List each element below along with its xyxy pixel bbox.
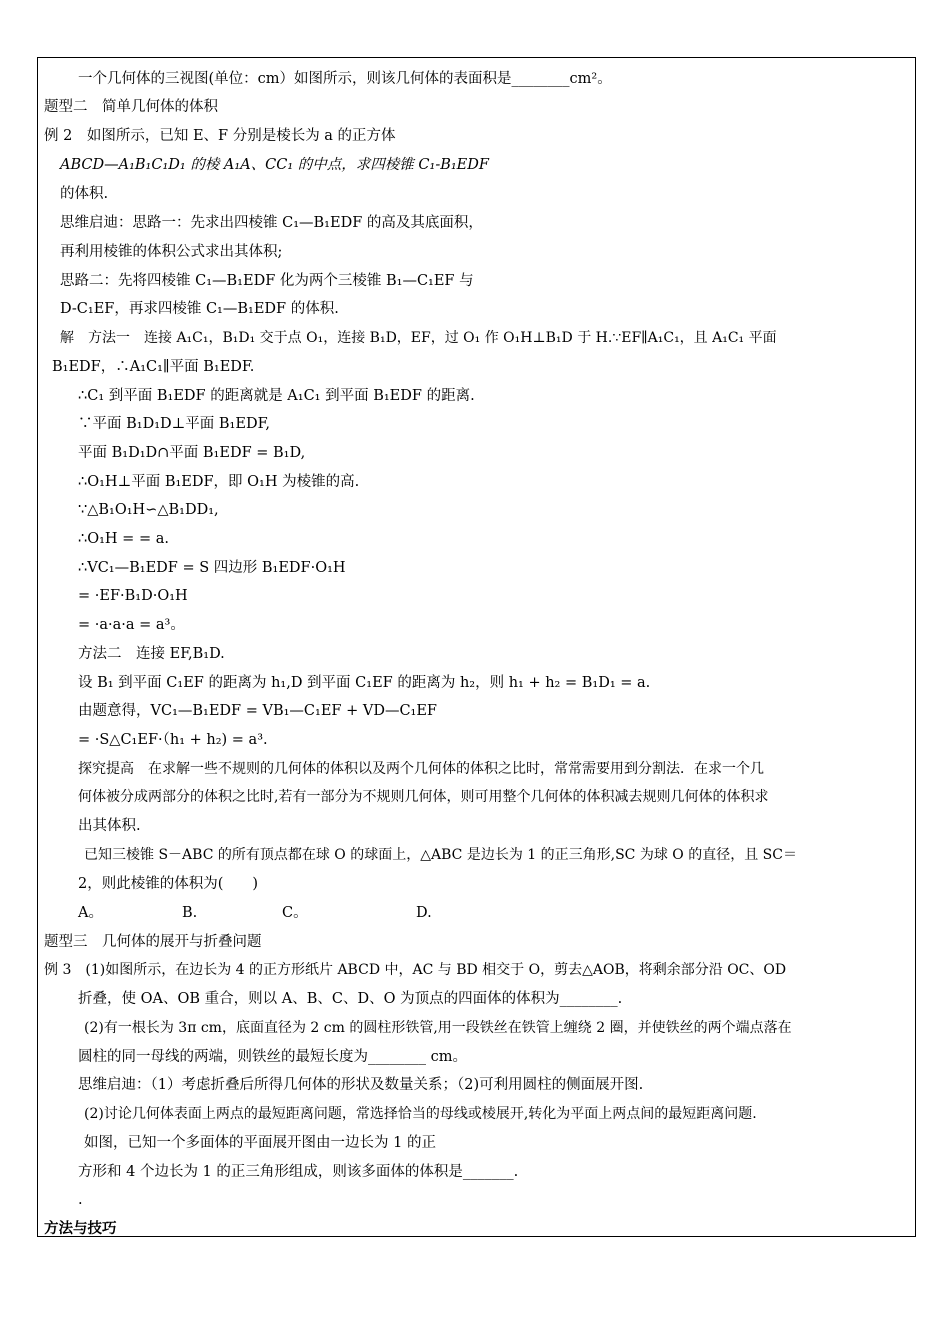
insight-line: 探究提高 在求解一些不规则的几何体的体积以及两个几何体的体积之比时，常常需要用到分割法．在求一个几: [78, 761, 764, 777]
solution-line: ∴C₁ 到平面 B₁EDF 的距离就是 A₁C₁ 到平面 B₁EDF 的距离.: [78, 388, 475, 404]
hint-line: D-C₁EF，再求四棱锥 C₁—B₁EDF 的体积.: [60, 301, 339, 317]
solution-line: B₁EDF，∴A₁C₁∥平面 B₁EDF.: [52, 359, 255, 375]
hint-line: 再利用棱锥的体积公式求出其体积;: [60, 244, 283, 260]
insight-line: 出其体积.: [78, 818, 141, 834]
stray-dot: .: [78, 1192, 83, 1208]
solution-line: = ·EF·B₁D·O₁H: [78, 588, 188, 604]
solution-method-1: 解 方法一 连接 A₁C₁，B₁D₁ 交于点 O₁，连接 B₁D，EF，过 O₁ 作 O₁H⊥B₁D 于 H.∵EF∥A₁C₁，且 A₁C₁ 平面: [60, 330, 777, 346]
example-2-title: 例 2 如图所示，已知 E、F 分别是棱长为 a 的正方体: [44, 128, 396, 144]
solution-line: 设 B₁ 到平面 C₁EF 的距离为 h₁,D 到平面 C₁EF 的距离为 h₂，则 h₁ + h₂ = B₁D₁ = a.: [78, 675, 651, 691]
hint-line: (2)讨论几何体表面上两点的最短距离问题，常选择恰当的母线或棱展开,转化为平面上两点间的最短距离问题.: [84, 1106, 757, 1122]
solution-line: ∵平面 B₁D₁D⊥平面 B₁EDF,: [78, 416, 270, 432]
hint-line: 思维启迪：（1）考虑折叠后所得几何体的形状及数量关系；（2)可利用圆柱的侧面展开图.: [78, 1077, 644, 1093]
solution-line: = ·a·a·a = a³。: [78, 617, 185, 633]
example-2-line: 的体积.: [60, 186, 109, 202]
solution-line: ∴VC₁—B₁EDF = S 四边形 B₁EDF·O₁H: [78, 560, 346, 576]
section-heading-2: 题型二 简单几何体的体积: [44, 99, 218, 115]
example-3-line: (2)有一根长为 3π cm，底面直径为 2 cm 的圆柱形铁管,用一段铁丝在铁管上缠绕 2 圈，并使铁丝的两个端点落在: [84, 1020, 792, 1036]
solution-line: 由题意得，VC₁—B₁EDF = VB₁—C₁EF + VD—C₁EF: [78, 703, 437, 719]
hint-line: 思路二：先将四棱锥 C₁—B₁EDF 化为两个三棱锥 B₁—C₁EF 与: [60, 273, 474, 289]
example-3-line: 折叠，使 OA、OB 重合，则以 A、B、C、D、O 为顶点的四面体的体积为________.: [78, 991, 623, 1007]
option-c: C。: [282, 905, 308, 921]
practice-problem: 方形和 4 个边长为 1 的正三角形组成，则该多面体的体积是_______.: [78, 1164, 519, 1180]
solution-line: ∴O₁H = = a.: [78, 531, 169, 547]
hint-line: 思维启迪：思路一：先求出四棱锥 C₁—B₁EDF 的高及其底面积，: [60, 215, 483, 231]
problem-three-view: 一个几何体的三视图(单位：cm）如图所示，则该几何体的表面积是________cm²。: [78, 71, 612, 87]
option-a: A。: [78, 905, 103, 921]
methods-heading: 方法与技巧: [44, 1220, 117, 1237]
insight-line: 何体被分成两部分的体积之比时,若有一部分为不规则几何体，则可用整个几何体的体积减去规则几何体的体积求: [78, 789, 769, 805]
practice-problem: 2，则此棱锥的体积为( ): [78, 876, 259, 892]
solution-method-2: 方法二 连接 EF,B₁D.: [78, 646, 225, 662]
example-2-line: ABCD—A₁B₁C₁D₁ 的棱 A₁A、CC₁ 的中点，求四棱锥 C₁-B₁EDF: [60, 157, 489, 173]
practice-problem: 已知三棱锥 S－ABC 的所有顶点都在球 O 的球面上，△ABC 是边长为 1 的正三角形,SC 为球 O 的直径，且 SC＝: [84, 847, 797, 863]
example-3-line: 圆柱的同一母线的两端，则铁丝的最短长度为________ cm。: [78, 1049, 467, 1065]
solution-line: 平面 B₁D₁D∩平面 B₁EDF = B₁D,: [78, 445, 306, 461]
practice-problem: 如图，已知一个多面体的平面展开图由一边长为 1 的正: [84, 1135, 436, 1151]
solution-line: ∵△B₁O₁H∽△B₁DD₁,: [78, 502, 219, 518]
solution-line: = ·S△C₁EF·（h₁ + h₂) = a³.: [78, 732, 268, 748]
example-3-title: 例 3 (1)如图所示，在边长为 4 的正方形纸片 ABCD 中，AC 与 BD 相交于 O，剪去△AOB，将剩余部分沿 OC、OD: [44, 962, 787, 978]
section-heading-3: 题型三 几何体的展开与折叠问题: [44, 934, 262, 950]
solution-line: ∴O₁H⊥平面 B₁EDF，即 O₁H 为棱锥的高.: [78, 474, 360, 490]
option-d: D.: [416, 905, 432, 921]
option-b: B.: [182, 905, 198, 921]
